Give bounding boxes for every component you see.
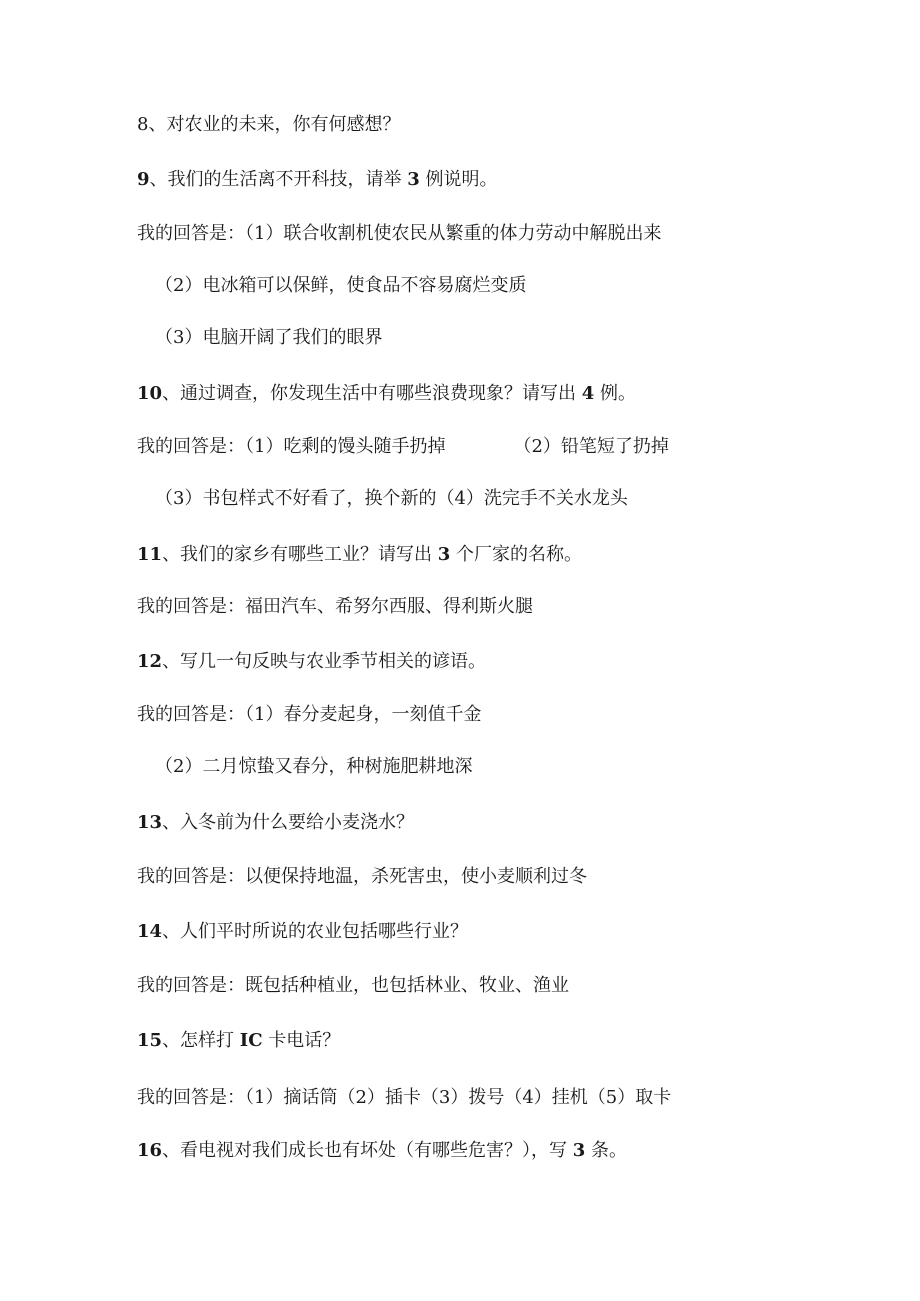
answer-text: 我的回答是：（1）吃剩的馒头随手扔掉	[137, 436, 446, 457]
answer-9-line-1	[137, 223, 661, 245]
answer-text: （2）电冰箱可以保鲜，使食品不容易腐烂变质	[155, 275, 527, 296]
question-number: 15	[137, 1030, 163, 1051]
question-15	[137, 1030, 340, 1052]
answer-15	[137, 1087, 671, 1109]
question-number: 12	[137, 651, 163, 672]
question-highlight: IC	[239, 1030, 263, 1051]
question-16	[137, 1140, 627, 1162]
question-number: 10	[137, 383, 163, 404]
answer-text: 我的回答是：以便保持地温，杀死害虫，使小麦顺利过冬	[137, 866, 587, 887]
question-14	[137, 921, 468, 943]
question-text: 、写几一句反映与农业季节相关的谚语。	[162, 651, 487, 672]
answer-14	[137, 975, 569, 997]
question-text: 、入冬前为什么要给小麦浇水？	[162, 812, 415, 833]
answer-text: （2）铅笔短了扔掉	[513, 436, 669, 457]
question-number: 11	[137, 544, 163, 565]
question-12	[137, 651, 486, 673]
question-count: 4	[581, 383, 595, 404]
answer-9-line-3	[155, 327, 382, 349]
answer-text: （3）书包样式不好看了，换个新的（4）洗完手不关水龙头	[155, 488, 628, 509]
answer-11	[137, 596, 533, 618]
answer-12-line-1	[137, 704, 481, 726]
question-text: 、对农业的未来，你有何感想？	[148, 114, 401, 135]
question-10	[137, 383, 636, 405]
answer-10-line-2	[155, 488, 628, 510]
answer-text: （3）电脑开阔了我们的眼界	[155, 327, 383, 348]
answer-9-line-2	[155, 275, 526, 297]
question-text-end: 卡电话？	[262, 1030, 341, 1051]
answer-text: 我的回答是：（1）春分麦起身，一刻值千金	[137, 704, 482, 725]
answer-text: 我的回答是：（1）联合收割机使农民从繁重的体力劳动中解脱出来	[137, 223, 662, 244]
question-number: 13	[137, 812, 163, 833]
question-8	[137, 114, 400, 136]
question-text: 、通过调查，你发现生活中有哪些浪费现象？请写出	[162, 383, 582, 404]
answer-text: 我的回答是：既包括种植业，也包括林业、牧业、渔业	[137, 975, 569, 996]
question-text-end: 例。	[594, 383, 637, 404]
answer-text: 我的回答是：福田汽车、希努尔西服、得利斯火腿	[137, 596, 533, 617]
answer-12-line-2	[155, 756, 472, 778]
answer-text: （2）二月惊蛰又春分，种树施肥耕地深	[155, 756, 473, 777]
answer-text: 我的回答是：（1）摘话筒（2）插卡（3）拨号（4）挂机（5）取卡	[137, 1087, 672, 1108]
question-text-end: 个厂家的名称。	[450, 544, 583, 565]
answer-10-line-1	[137, 436, 669, 458]
question-text-end: 条。	[585, 1140, 628, 1161]
question-text: 、我们的家乡有哪些工业？请写出	[162, 544, 438, 565]
question-text: 、我们的生活离不开科技，请举	[149, 169, 408, 190]
question-number: 8	[137, 114, 149, 135]
answer-13	[137, 866, 587, 888]
question-count: 3	[572, 1140, 586, 1161]
question-text: 、看电视对我们成长也有坏处（有哪些危害？），写	[162, 1140, 573, 1161]
question-number: 16	[137, 1140, 163, 1161]
question-text: 、人们平时所说的农业包括哪些行业？	[162, 921, 469, 942]
question-text: 、怎样打	[162, 1030, 240, 1051]
question-count: 3	[407, 169, 420, 190]
question-number: 9	[137, 169, 150, 190]
question-count: 3	[437, 544, 451, 565]
question-9	[137, 169, 498, 191]
question-number: 14	[137, 921, 163, 942]
question-13	[137, 812, 414, 834]
question-text-end: 例说明。	[419, 169, 498, 190]
question-11	[137, 544, 582, 566]
